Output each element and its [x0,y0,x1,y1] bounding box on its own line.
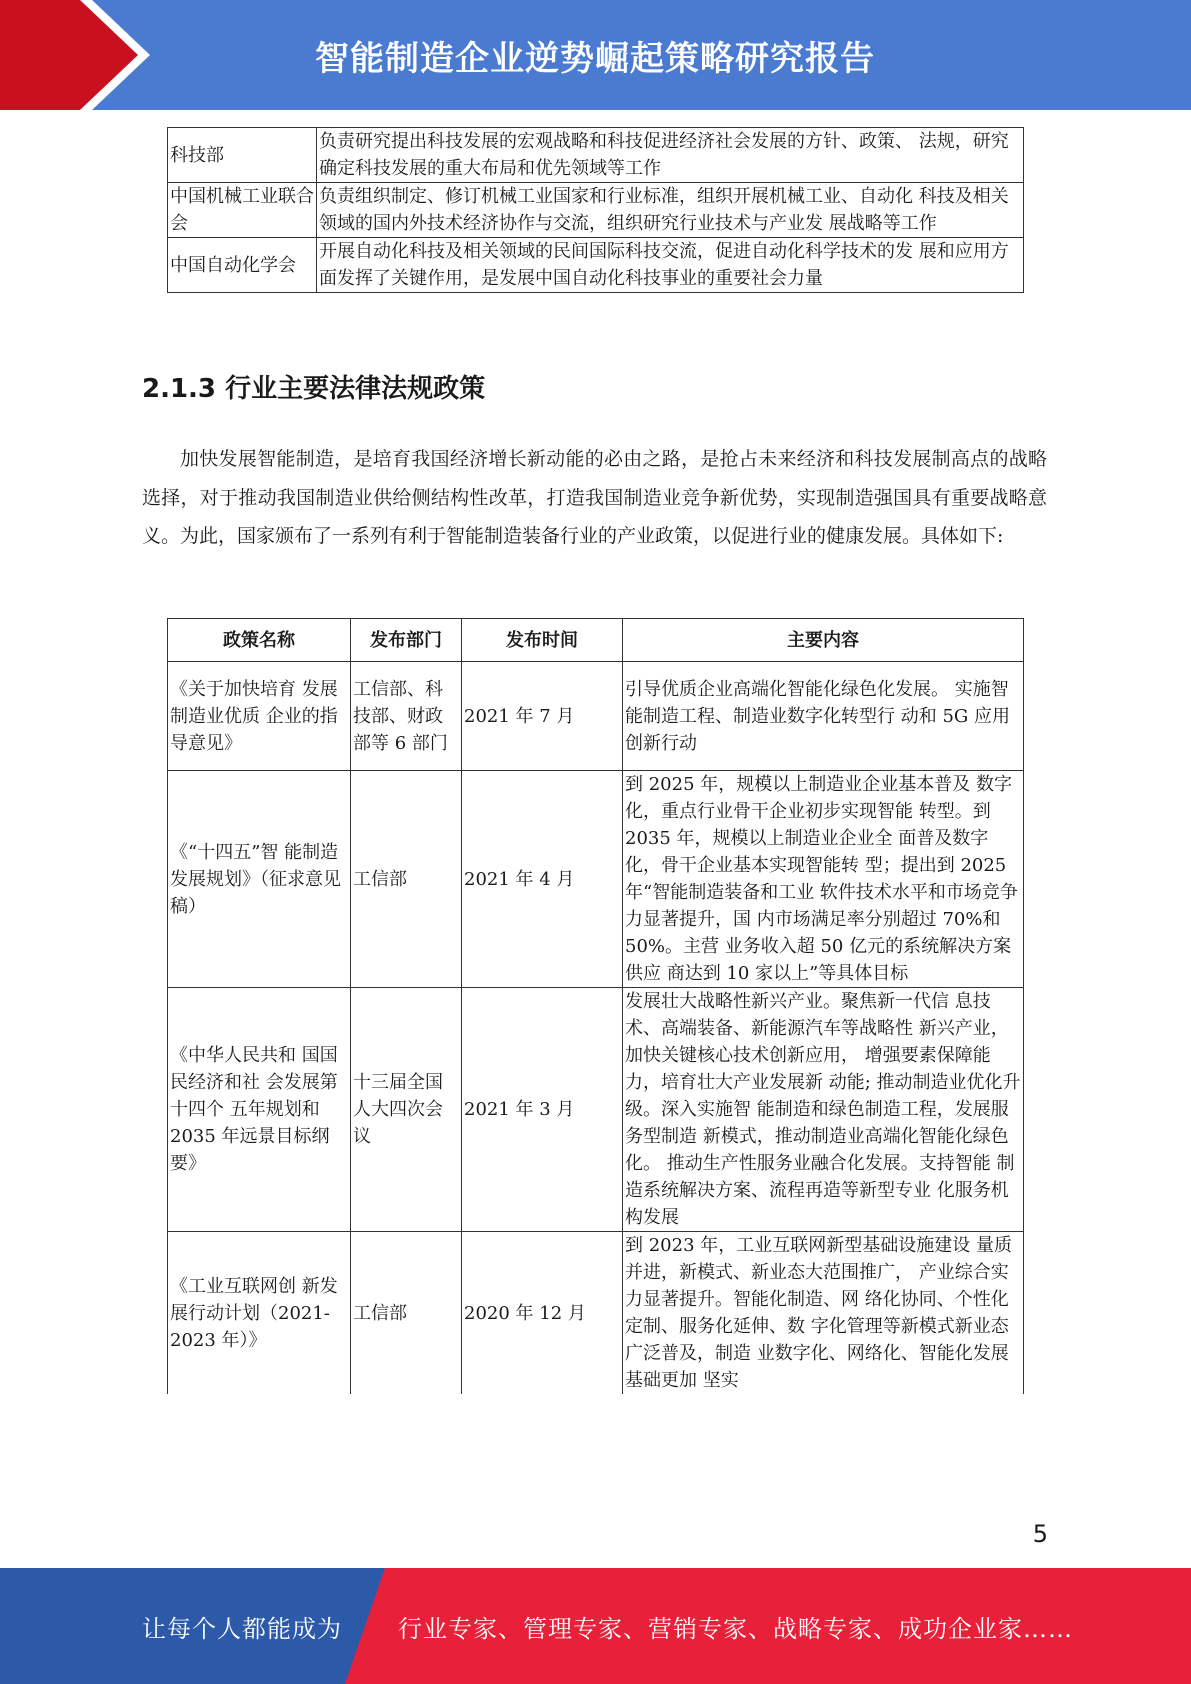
org-duty: 开展自动化科技及相关领域的民间国际科技交流，促进自动化科学技术的发 展和应用方面发挥了关键作用，是发展中国自动化科技事业的重要社会力量 [317,238,1024,293]
footer-slogan-right: 行业专家、管理专家、营销专家、战略专家、成功企业家…… [398,1614,1073,1643]
org-duty: 负责组织制定、修订机械工业国家和行业标准，组织开展机械工业、自动化 科技及相关领域的国内外技术经济协作与交流，组织研究行业技术与产业发 展战略等工作 [317,183,1024,238]
page-number: 5 [1032,1520,1048,1548]
table-row [168,988,1024,1232]
policy-content: 发展壮大战略性新兴产业。聚焦新一代信 息技术、高端装备、新能源汽车等战略性 新兴产业，加快关键核心技术创新应用， 增强要素保障能力，培育壮大产业发展新 动能; 推动制造业优化升级。深入实施智 能制造和绿色制造工程，发展服务型制造 新模式，推动制造业高端化智能化绿色化。 推动生产性服务业融合化发展。支持智能 制造系统解决方案、流程再造等新型专业 化服务机构发展 [623,988,1024,1232]
column-header: 发布部门 [351,619,462,662]
table-header-row [168,619,1024,662]
org-dept: 中国自动化学会 [168,238,317,293]
policy-table [167,618,1024,1394]
org-dept: 中国机械工业联合会 [168,183,317,238]
table-row [168,1232,1024,1395]
footer-slogan-left: 让每个人都能成为 [142,1614,342,1643]
policy-dept-text: 工信部、科技部、财政部等 6 部门 [353,678,448,754]
policy-date: 2021 年 3 月 [462,988,623,1232]
column-header: 主要内容 [623,619,1024,662]
policy-name: 《中华人民共和 国国民经济和社 会发展第十四个 五年规划和 2035 年远景目标纲要》 [168,988,351,1232]
policy-content: 到 2023 年，工业互联网新型基础设施建设 量质并进，新模式、新业态大范围推广， 产业综合实力显著提升。智能化制造、网 络化协同、个性化定制、服务化延伸、数 字化管理等新模式新业态广泛普及，制造 业数字化、网络化、智能化发展基础更加 坚实 [623,1232,1024,1395]
header-title: 智能制造企业逆势崛起策略研究报告 [315,38,875,79]
policy-name: 《工业互联网创 新发展行动计划（2021-2023 年）》 [168,1232,351,1395]
policy-name: 《关于加快培育 发展制造业优质 企业的指导意见》 [168,662,351,771]
table-row [168,128,1024,183]
intro-paragraph: 加快发展智能制造，是培育我国经济增长新动能的必由之路，是抢占未来经济和科技发展制高点的战略选择，对于推动我国制造业供给侧结构性改革，打造我国制造业竞争新优势，实现制造强国具有重要战略意义。为此，国家颁布了一系列有利于智能制造装备行业的产业政策，以促进行业的健康发展。具体如下: [142,448,1047,547]
policy-content: 引导优质企业高端化智能化绿色化发展。 实施智能制造工程、制造业数字化转型行 动和 5G 应用创新行动 [623,662,1024,771]
header-chevron-graphic [0,0,160,110]
page-footer [0,1568,1191,1684]
policy-date: 2021 年 7 月 [462,662,623,771]
policy-dept: 工信部 [351,1232,462,1395]
policy-dept: 十三届全国人大四次会议 [351,988,462,1232]
table-row [168,238,1024,293]
column-header: 政策名称 [168,619,351,662]
section-heading: 2.1.3 行业主要法律法规政策 [142,374,486,404]
policy-date: 2020 年 12 月 [462,1232,623,1395]
table-row [168,662,1024,771]
org-duty: 负责研究提出科技发展的宏观战略和科技促进经济社会发展的方针、政策、 法规，研究确定科技发展的重大布局和优先领域等工作 [317,128,1024,183]
table-row [168,771,1024,988]
column-header: 发布时间 [462,619,623,662]
page-header [0,0,1191,110]
table-row [168,183,1024,238]
policy-content: 到 2025 年，规模以上制造业企业基本普及 数字化，重点行业骨干企业初步实现智能 转型。到 2035 年，规模以上制造业企业全 面普及数字化，骨干企业基本实现智能转 型；提出到 2025 年“智能制造装备和工业 软件技术水平和市场竞争力显著提升，国 内市场满足率分别超过 70%和 50%。主营 业务收入超 50 亿元的系统解决方案供应 商达到 10 家以上”等具体目标 [623,771,1024,988]
org-dept: 科技部 [168,128,317,183]
policy-dept: 工信部 [351,771,462,988]
policy-dept [351,662,462,771]
org-table [167,127,1024,293]
policy-date: 2021 年 4 月 [462,771,623,988]
policy-name: 《“十四五”智 能制造发展规划》（征求意见稿） [168,771,351,988]
